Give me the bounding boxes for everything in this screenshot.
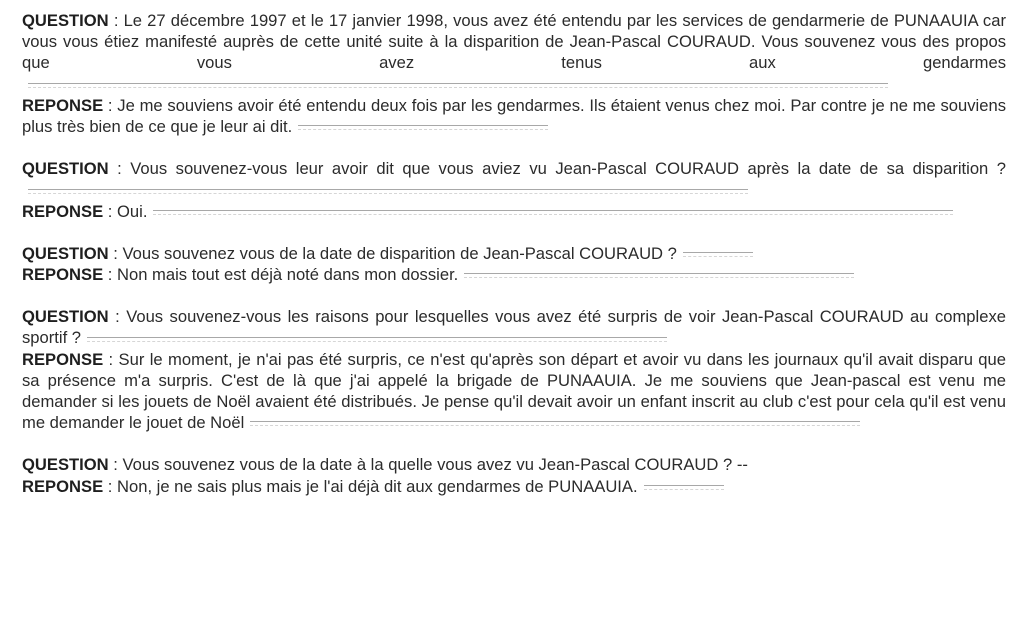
question-paragraph [22,158,1006,200]
question-paragraph [22,454,1006,475]
filler-line [87,337,667,342]
answer-text: Je me souviens avoir été entendu deux fois par les gendarmes. Ils étaient venus chez moi. Par contre je ne me souviens plus très bien de ce que je leur ai dit. [22,95,1006,137]
answer-text: Non, je ne sais plus mais je l'ai déjà dit aux gendarmes de PUNAAUIA. [117,476,638,496]
qa-block-5 [22,454,1006,496]
label-separator: : [108,159,131,179]
answer-paragraph [22,264,1006,285]
label-separator: : [103,95,118,115]
transcript-page [22,10,1006,518]
question-text: Vous souvenez-vous les raisons pour lesquelles vous avez été surpris de voir Jean-Pascal COURAUD au complexe sportif ? [22,307,1006,348]
question-paragraph [22,306,1006,348]
question-paragraph [22,243,1006,264]
question-label: QUESTION [22,307,109,327]
filler-line [644,485,724,490]
answer-text: Oui. [117,201,148,221]
answer-paragraph [22,349,1006,434]
answer-label: REPONSE [22,476,104,496]
answer-text: Sur le moment, je n'ai pas été surpris, ce n'est qu'après son départ et avoir vu dans les journaux qu'il avait disparu que sa présence m'a surpris. C'est de là que j'ai appelé la brigade de PUNAAUIA. Je me souviens que Jean-pascal est venu me demander si les jouets de Noël avaient été distribués. Je pense qu'il devait avoir un enfant inscrit au club c'est pour cela qu'il est venu me demander le jouet de Noël [22,349,1006,433]
label-separator: : [103,201,117,221]
label-separator: : [108,307,127,327]
answer-paragraph [22,95,1006,137]
label-separator: : [103,349,119,369]
label-separator: : [108,243,123,263]
filler-line [464,273,854,278]
qa-block-4 [22,306,1006,433]
answer-text: Non mais tout est déjà noté dans mon dossier. [117,265,459,285]
question-label: QUESTION [22,11,109,30]
filler-line [683,252,753,257]
filler-line [298,125,548,130]
answer-label: REPONSE [22,201,104,221]
answer-label: REPONSE [22,265,104,285]
answer-label: REPONSE [22,95,104,115]
label-separator: : [103,476,117,496]
question-text: Le 27 décembre 1997 et le 17 janvier 1998, vous avez été entendu par les services de gendarmerie de PUNAAUIA car vous vous étiez manifesté auprès de cette unité suite à la disparition de Jean-Pascal COURAUD. Vous souvenez vous des propos que vous avez tenus aux gendarmes [22,11,1006,73]
label-separator: : [108,455,123,475]
answer-label: REPONSE [22,349,104,369]
qa-block-1 [22,10,1006,137]
label-separator: : [108,11,124,30]
filler-line [153,210,953,215]
filler-line [250,421,860,426]
question-text: Vous souvenez-vous leur avoir dit que vous aviez vu Jean-Pascal COURAUD après la date de sa disparition ? [130,159,1006,179]
question-label: QUESTION [22,159,109,179]
question-text: Vous souvenez vous de la date de disparition de Jean-Pascal COURAUD ? [122,243,677,263]
filler-line [28,83,888,88]
qa-block-3 [22,243,1006,285]
answer-paragraph [22,201,1006,222]
label-separator: : [103,265,117,285]
question-text: Vous souvenez vous de la date à la quelle vous avez vu Jean-Pascal COURAUD ? -- [122,455,748,475]
filler-line [28,189,748,194]
answer-paragraph [22,476,1006,497]
question-label: QUESTION [22,243,109,263]
question-paragraph [22,10,1006,95]
question-label: QUESTION [22,455,109,475]
qa-block-2 [22,158,1006,222]
